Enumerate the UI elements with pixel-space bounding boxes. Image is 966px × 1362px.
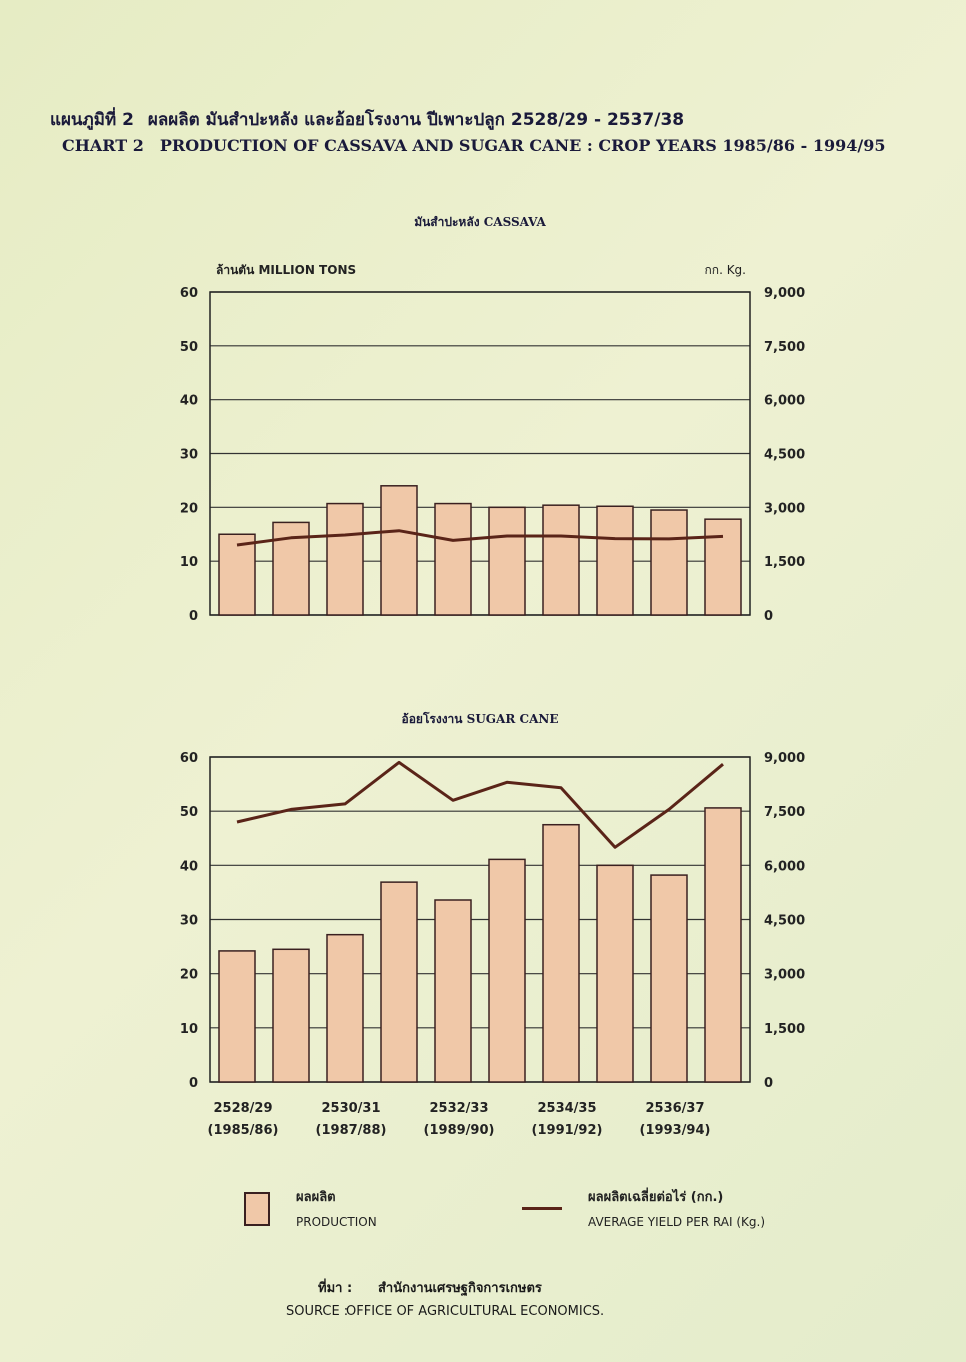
chart2-bar	[327, 935, 363, 1082]
chart2-xtick-sublabel: (1993/94)	[639, 1123, 711, 1138]
legend-production	[296, 1186, 377, 1229]
chart2-ytick-label: 0	[188, 1076, 198, 1091]
chart2-y2tick-label: 9,000	[764, 751, 806, 766]
chart2-y2tick-label: 3,000	[764, 967, 806, 983]
chart2-title: อ้อยโรงงาน SUGAR CANE	[401, 712, 559, 726]
chart1-y2tick-label: 0	[764, 609, 774, 624]
chart1-bar	[651, 510, 687, 615]
chart1-ytick-label: 0	[188, 609, 198, 624]
legend-production-th: ผลผลิต	[296, 1190, 336, 1205]
source-thai-text: สำนักงานเศรษฐกิจการเกษตร	[378, 1281, 542, 1296]
chart2-ytick-label: 40	[179, 859, 198, 875]
chart1-bar	[543, 505, 579, 615]
chart2-xtick-sublabel: (1991/92)	[531, 1123, 603, 1138]
title-thai-text: ผลผลิต มันสำปะหลัง และอ้อยโรงงาน ปีเพาะปลูก 2528/29 - 2537/38	[147, 110, 685, 130]
chart2-yield-line	[237, 762, 723, 847]
chart2-ytick-label: 10	[179, 1021, 198, 1037]
chart1-bar	[327, 504, 363, 615]
legend-yield-th: ผลผลิตเฉลี่ยต่อไร่ (กก.)	[588, 1190, 724, 1205]
chart2-xtick-label: 2534/35	[537, 1101, 597, 1116]
chart2-y2tick-label: 1,500	[764, 1021, 806, 1037]
chart1-title: มันสำปะหลัง CASSAVA	[414, 215, 546, 229]
legend-yield	[588, 1186, 765, 1229]
chart1-ytick-label: 30	[179, 447, 198, 463]
source-thai-label: ที่มา :	[318, 1281, 353, 1296]
chart1-yield-line	[237, 531, 723, 545]
chart2-xtick-sublabel: (1989/90)	[423, 1123, 495, 1138]
title-english-text: PRODUCTION OF CASSAVA AND SUGAR CANE : CROP YEARS 1985/86 - 1994/95	[159, 136, 886, 155]
chart2-bar	[489, 859, 525, 1082]
chart2-ytick-label: 20	[179, 967, 198, 983]
legend-yield-en: AVERAGE YIELD PER RAI (Kg.)	[588, 1215, 766, 1229]
chart1-bar	[219, 534, 255, 615]
chart2-y2tick-label: 6,000	[764, 859, 806, 875]
chart1-y2label: กก. Kg.	[704, 263, 746, 277]
chart1-ytick-label: 10	[179, 555, 198, 571]
chart2-bar	[705, 808, 741, 1082]
chart2-y2tick-label: 7,500	[764, 805, 806, 821]
legend-yield-swatch	[522, 1207, 562, 1210]
chart1-bar	[705, 519, 741, 615]
source-thai	[318, 1277, 542, 1298]
title-english-label: CHART 2	[62, 136, 144, 155]
chart2-xtick-label: 2528/29	[213, 1101, 273, 1116]
chart2-xtick-sublabel: (1985/86)	[207, 1123, 279, 1138]
chart2-bar	[381, 882, 417, 1082]
source-english	[286, 1304, 604, 1319]
chart1-y2tick-label: 7,500	[764, 339, 806, 355]
chart1-y2tick-label: 6,000	[764, 393, 806, 409]
chart1-ytick-label: 60	[179, 286, 198, 301]
chart2-ytick-label: 50	[179, 805, 198, 821]
chart1-ylabel: ล้านตัน MILLION TONS	[216, 263, 357, 277]
chart2-xtick-label: 2530/31	[321, 1101, 381, 1116]
chart2-bar	[219, 951, 255, 1082]
chart2-y2tick-label: 4,500	[764, 913, 806, 929]
chart2-xtick-label: 2536/37	[645, 1101, 705, 1116]
chart2-bar	[273, 949, 309, 1082]
chart2-ytick-label: 30	[179, 913, 198, 929]
source-english-label: SOURCE :	[286, 1304, 349, 1319]
chart1-bar	[381, 486, 417, 615]
chart2-ytick-label: 60	[179, 751, 198, 766]
chart1-bar	[597, 506, 633, 615]
source-english-text: OFFICE OF AGRICULTURAL ECONOMICS.	[346, 1304, 605, 1319]
chart1-bar	[435, 504, 471, 615]
chart2-y2tick-label: 0	[764, 1076, 774, 1091]
chart1-ytick-label: 20	[179, 501, 198, 517]
legend-production-en: PRODUCTION	[296, 1215, 377, 1229]
chart2-bar	[651, 875, 687, 1082]
chart1-y2tick-label: 4,500	[764, 447, 806, 463]
chart1-ytick-label: 40	[179, 393, 198, 409]
legend-production-swatch	[244, 1192, 270, 1226]
chart2-bar	[543, 825, 579, 1082]
chart2-xtick-sublabel: (1987/88)	[315, 1123, 387, 1138]
chart1-y2tick-label: 1,500	[764, 555, 806, 571]
chart1-y2tick-label: 3,000	[764, 501, 806, 517]
chart2-bar	[597, 865, 633, 1082]
chart1-ytick-label: 50	[179, 339, 198, 355]
title-thai-label: แผนภูมิที่ 2	[50, 110, 134, 130]
chart2-bar	[435, 900, 471, 1082]
chart1-bar	[489, 507, 525, 615]
chart2-xtick-label: 2532/33	[429, 1101, 489, 1116]
chart1-y2tick-label: 9,000	[764, 286, 806, 301]
